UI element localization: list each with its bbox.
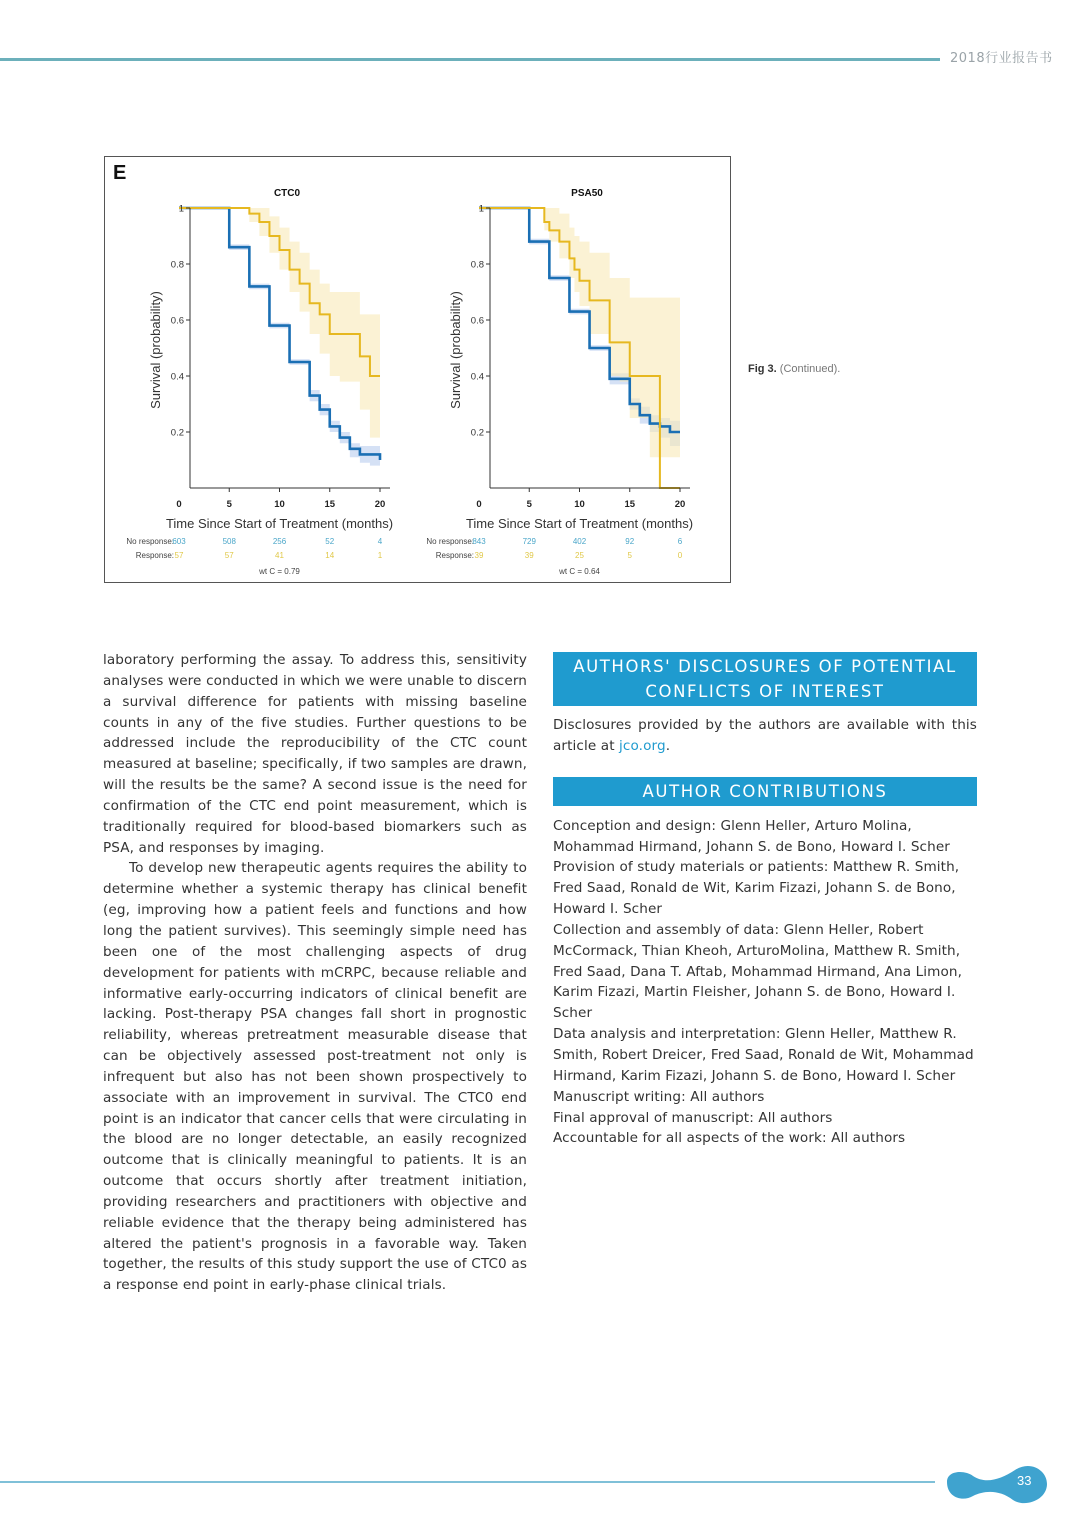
figure-caption xyxy=(748,363,840,375)
footer-rule xyxy=(0,1481,935,1483)
disclosures-body xyxy=(553,715,977,757)
contributions-body xyxy=(553,816,977,1150)
caption-text: (Continued). xyxy=(776,363,841,375)
risk-table-value: 843 xyxy=(472,537,486,546)
x-tick-label: 0 xyxy=(476,499,482,510)
risk-table-value: 6 xyxy=(677,537,683,546)
y-tick-label: 0.4 xyxy=(170,371,184,383)
disclosures-text-end: . xyxy=(665,737,671,754)
risk-table-value: 14 xyxy=(325,551,335,560)
contributions-heading: AUTHOR CONTRIBUTIONS xyxy=(553,777,977,806)
risk-table-row-label: Response: xyxy=(435,551,474,560)
x-tick-label: 10 xyxy=(274,499,285,510)
concordance-annotation: wt C = 0.64 xyxy=(559,567,600,576)
y-tick-label: 0.6 xyxy=(170,315,184,327)
concordance-annotation: wt C = 0.79 xyxy=(259,567,300,576)
risk-table-value: 25 xyxy=(575,551,584,560)
risk-table-value: 508 xyxy=(222,537,236,546)
header-title: 2018行业报告书 xyxy=(950,51,1053,66)
page-number: 33 xyxy=(1017,1473,1032,1488)
chart-title: PSA50 xyxy=(571,188,603,199)
y-tick-label: 0.4 xyxy=(470,371,484,383)
risk-table-value: 52 xyxy=(325,537,335,546)
risk-table-row-label: Response: xyxy=(135,551,174,560)
risk-table-value: 0 xyxy=(677,551,683,560)
chart-title: CTC0 xyxy=(273,188,301,199)
contribution-item: Manuscript writing: All authors xyxy=(553,1088,765,1105)
x-tick-label: 15 xyxy=(324,499,336,510)
risk-table-value: 729 xyxy=(522,537,536,546)
paragraph: To develop new therapeutic agents requires the ability to determine whether a systemic therapy has clinical benefit (eg, improving how a patient feels and functions and how long the patient survives). This seemingly simple need has been one of the most challenging aspects of drug development for patients with mCRPC, because reliable and informative early-occurring indicators of clinical benefit are lacking. Post-therapy PSA changes fall short in prognostic reliability, whereas pretreatment measurable disease that can be objectively assessed post-treatment not only is infrequent but also has not been shown prospectively to associate with an improvement in survival. The CTC0 end point is an indicator that cancer cells that were circulating in the blood are no longer detectable, an easily recognized outcome that is clinically meaningful to patients. It is an outcome that occurs shortly after treatment initiation, providing researchers and practitioners with objective and reliable evidence that the therapy being administered has altered the patient's prognosis in a favorable way. Taken together, the results of this study support the use of CTC0 as a response end point in early-phase clinical trials. xyxy=(103,860,527,1294)
risk-table-row-label: No response: xyxy=(426,537,474,546)
y-tick-label: 0.6 xyxy=(470,315,484,327)
risk-table-value: 1 xyxy=(377,551,383,560)
disclosures-text: Disclosures provided by the authors are available with this article at xyxy=(553,717,977,754)
contribution-item: Accountable for all aspects of the work: All authors xyxy=(553,1130,906,1147)
contribution-item: Data analysis and interpretation: Glenn Heller, Matthew R. Smith, Robert Dreicer, Fred Saad, Ronald de Wit, Mohammad Hirmand, Karim Fizazi, Johann S. de Bono, Howard I. Scher xyxy=(553,1026,974,1084)
km-charts xyxy=(0,0,1080,600)
y-tick-label: 1 xyxy=(178,203,184,215)
disclosures-heading: AUTHORS' DISCLOSURES OF POTENTIAL CONFLICTS OF INTEREST xyxy=(553,652,977,706)
y-tick-label: 0.8 xyxy=(470,259,484,271)
risk-table-value: 4 xyxy=(377,537,383,546)
x-tick-label: 15 xyxy=(624,499,636,510)
risk-table-value: 256 xyxy=(272,537,287,546)
x-tick-label: 20 xyxy=(374,499,386,510)
y-tick-label: 0.2 xyxy=(170,427,184,439)
risk-table-value: 92 xyxy=(625,537,635,546)
caption-label: Fig 3. xyxy=(748,363,777,375)
risk-table-value: 402 xyxy=(572,537,587,546)
y-tick-label: 0.2 xyxy=(470,427,484,439)
jco-link[interactable]: jco.org xyxy=(619,737,666,754)
paragraph: laboratory performing the assay. To address this, sensitivity analyses were conducted in which we were unable to discern a survival difference for patients with missing baseline counts in any of the five studies. Further questions to be addressed include the reproducibility of the CTC count measured at baseline; specifically, if two samples are drawn, will the results be the same? A second issue is the need for confirmation of the CTC end point measurement, which is traditionally required for blood-based biomarkers such as PSA, and responses by imaging. xyxy=(103,652,527,856)
y-axis-label: Survival (probability) xyxy=(148,291,163,409)
y-axis-label: Survival (probability) xyxy=(448,291,463,409)
risk-table-value: 39 xyxy=(474,551,484,560)
risk-table-value: 603 xyxy=(172,537,186,546)
risk-table-value: 57 xyxy=(174,551,184,560)
contribution-item: Conception and design: Glenn Heller, Arturo Molina, Mohammad Hirmand, Johann S. de Bono, Howard I. Scher xyxy=(553,817,950,855)
x-tick-label: 5 xyxy=(226,499,232,510)
risk-table-value: 5 xyxy=(627,551,632,560)
body-text-left xyxy=(103,650,527,1296)
x-axis-label: Time Since Start of Treatment (months) xyxy=(465,516,694,531)
x-tick-label: 5 xyxy=(526,499,532,510)
x-tick-label: 0 xyxy=(176,499,182,510)
figure-panel-letter: E xyxy=(113,162,127,184)
x-tick-label: 10 xyxy=(574,499,585,510)
contribution-item: Final approval of manuscript: All authors xyxy=(553,1109,833,1126)
risk-table-value: 39 xyxy=(524,551,534,560)
risk-table-value: 41 xyxy=(275,551,284,560)
body-text-right xyxy=(553,652,977,1149)
risk-table-row-label: No response: xyxy=(126,537,174,546)
contribution-item: Provision of study materials or patients: Matthew R. Smith, Fred Saad, Ronald de Wit, Karim Fizazi, Johann S. de Bono, Howard I. Scher xyxy=(553,859,960,918)
x-axis-label: Time Since Start of Treatment (months) xyxy=(165,516,394,531)
risk-table-value: 57 xyxy=(224,551,234,560)
y-tick-label: 0.8 xyxy=(170,259,184,271)
y-tick-label: 1 xyxy=(478,203,484,215)
x-tick-label: 20 xyxy=(674,499,686,510)
contribution-item: Collection and assembly of data: Glenn Heller, Robert McCormack, Thian Kheoh, ArturoMolina, Matthew R. Smith, Fred Saad, Dana T. Aftab, Mohammad Hirmand, Ana Limon, Karim Fizazi, Martin Fleisher, Johann S. de Bono, Howard I. Scher xyxy=(553,921,963,1022)
